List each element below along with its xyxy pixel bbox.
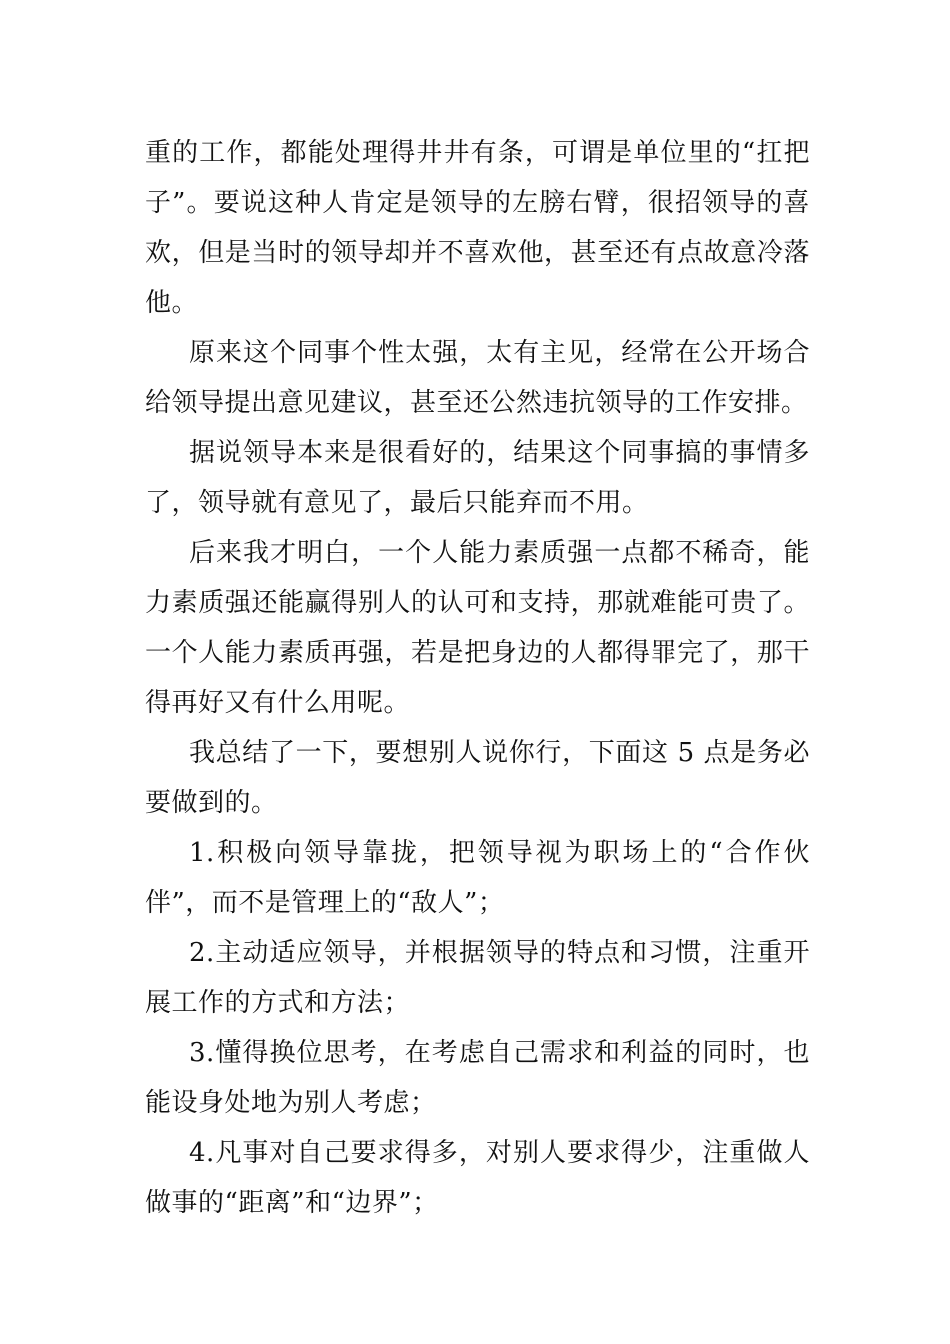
paragraph: 后来我才明白，一个人能力素质强一点都不稀奇，能力素质强还能赢得别人的认可和支持，那就难能可贵了。一个人能力素质再强，若是把身边的人都得罪完了，那干得再好又有什么用呢。: [145, 538, 810, 718]
paragraph: 原来这个同事个性太强，太有主见，经常在公开场合给领导提出意见建议，甚至还公然违抗领导的工作安排。: [145, 338, 810, 418]
list-item-2: 2.主动适应领导，并根据领导的特点和习惯，注重开展工作的方式和方法；: [145, 938, 810, 1018]
paragraph: 据说领导本来是很看好的，结果这个同事搞的事情多了，领导就有意见了，最后只能弃而不用。: [145, 438, 810, 518]
paragraph: 我总结了一下，要想别人说你行，下面这 5 点是务必要做到的。: [145, 738, 810, 818]
document-body: [145, 128, 810, 1228]
list-item-3: 3.懂得换位思考，在考虑自己需求和利益的同时，也能设身处地为别人考虑；: [145, 1038, 810, 1118]
list-item-4: 4.凡事对自己要求得多，对别人要求得少，注重做人做事的“距离”和“边界”；: [145, 1138, 810, 1218]
list-item-1: 1.积极向领导靠拢，把领导视为职场上的“合作伙伴”，而不是管理上的“敌人”；: [145, 838, 810, 918]
paragraph-continued: 重的工作，都能处理得井井有条，可谓是单位里的“扛把子”。要说这种人肯定是领导的左膀右臂，很招领导的喜欢，但是当时的领导却并不喜欢他，甚至还有点故意冷落他。: [145, 138, 810, 318]
